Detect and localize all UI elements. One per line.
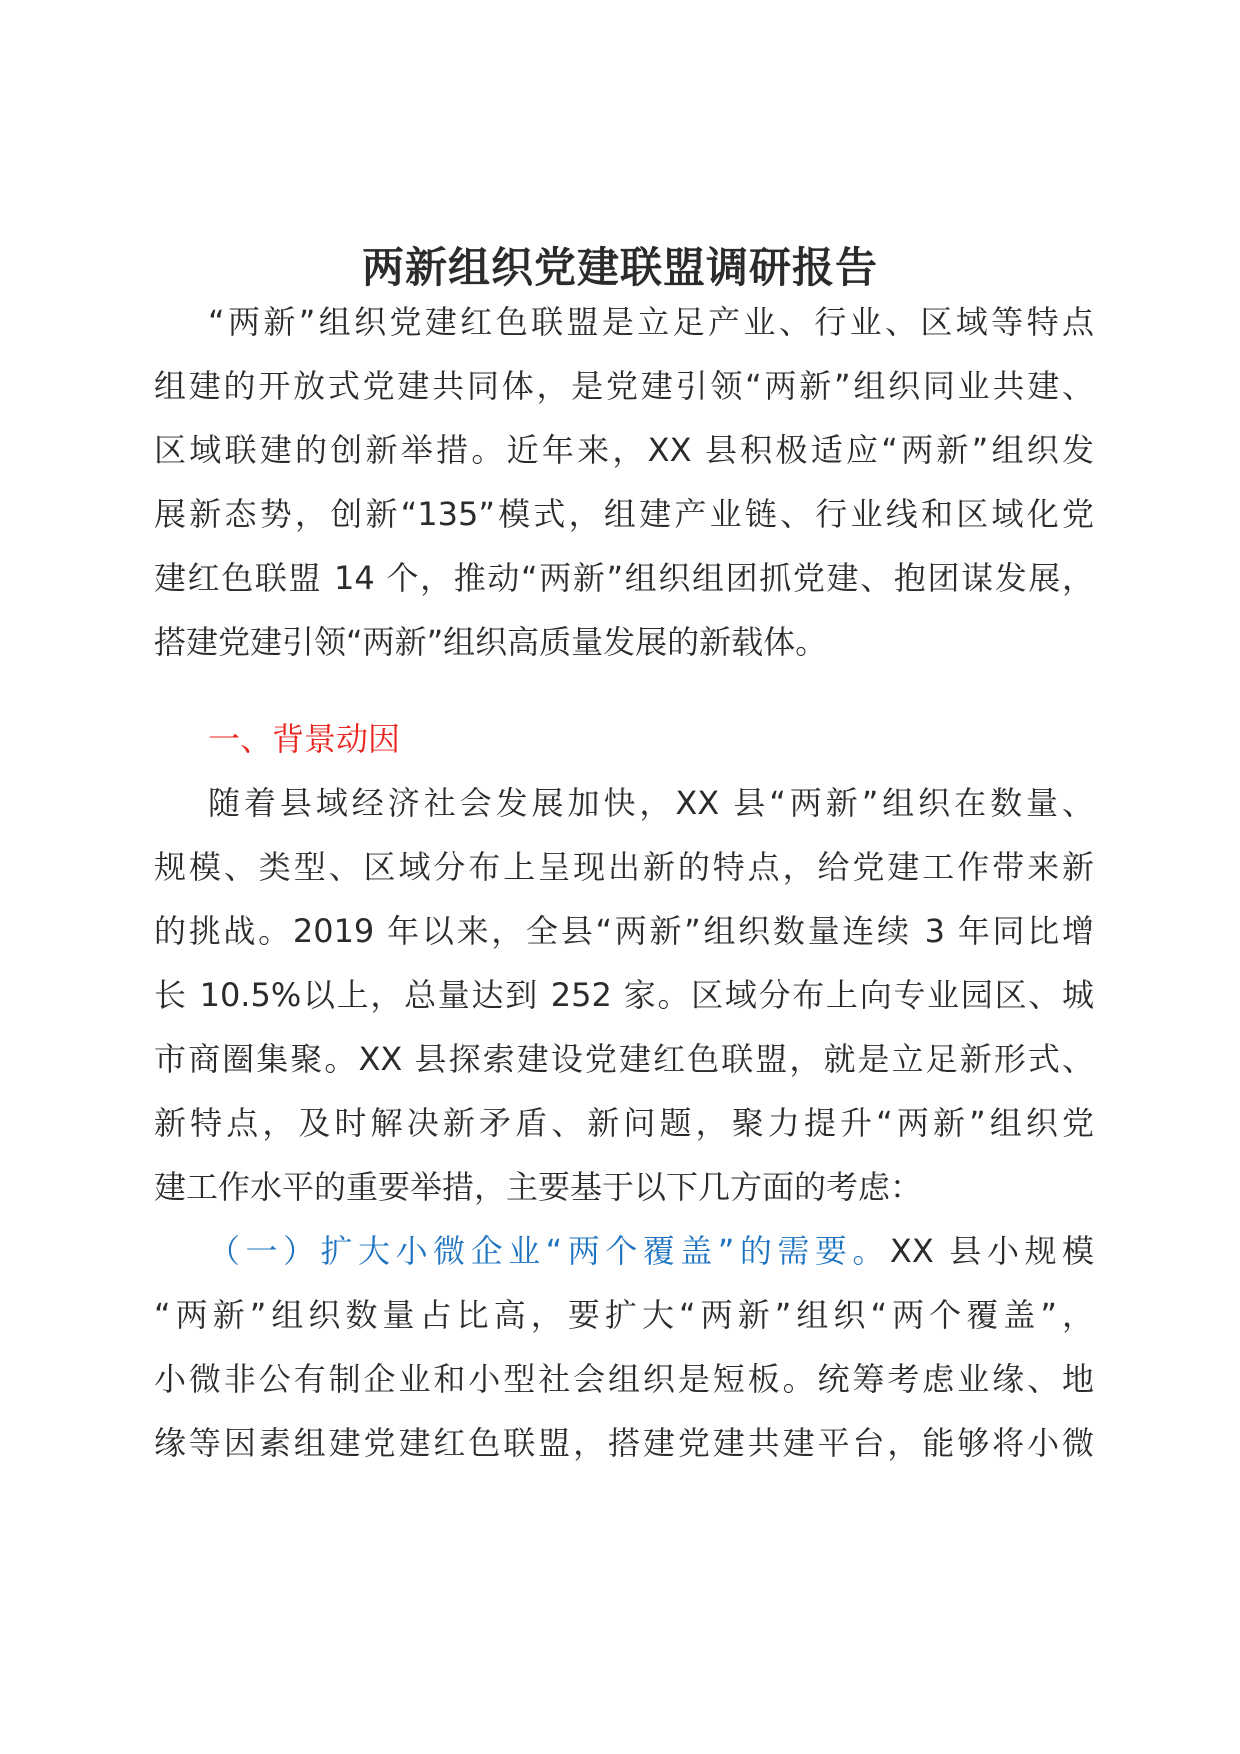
background-paragraph	[154, 771, 1094, 1219]
text-line: 长 10.5%以上，总量达到 252 家。区域分布上向专业园区、城	[154, 976, 1094, 1014]
text-line: 市商圈集聚。XX 县探索建设党建红色联盟，就是立足新形式、	[154, 1040, 1094, 1078]
text-line: 随着县域经济社会发展加快，XX 县“两新”组织在数量、	[208, 784, 1094, 822]
text-line: 建红色联盟 14 个，推动“两新”组织组团抓党建、抱团谋发展，	[154, 559, 1094, 597]
text-line: 区域联建的创新举措。近年来，XX 县积极适应“两新”组织发	[154, 431, 1094, 469]
text-line: 搭建党建引领“两新”组织高质量发展的新载体。	[154, 623, 828, 661]
text-line: “两新”组织党建红色联盟是立足产业、行业、区域等特点	[208, 303, 1094, 341]
subsection-paragraph	[154, 1219, 1094, 1475]
text-line: 小微非公有制企业和小型社会组织是短板。统筹考虑业缘、地	[154, 1360, 1094, 1398]
text-line: 展新态势，创新“135”模式，组建产业链、行业线和区域化党	[154, 495, 1094, 533]
subsection-heading: （一）扩大小微企业“两个覆盖”的需要。	[208, 1232, 890, 1270]
text-line: 组建的开放式党建共同体，是党建引领“两新”组织同业共建、	[154, 367, 1094, 405]
intro-paragraph	[154, 290, 1094, 674]
document-title: 两新组织党建联盟调研报告	[361, 243, 878, 292]
text-line: 的挑战。2019 年以来，全县“两新”组织数量连续 3 年同比增	[154, 912, 1094, 950]
text-line: 新特点，及时解决新矛盾、新问题，聚力提升“两新”组织党	[154, 1104, 1094, 1142]
text-line: “两新”组织数量占比高，要扩大“两新”组织“两个覆盖”，	[154, 1296, 1094, 1334]
text-line: 缘等因素组建党建红色联盟，搭建党建共建平台，能够将小微	[154, 1424, 1094, 1462]
text-line: 规模、类型、区域分布上呈现出新的特点，给党建工作带来新	[154, 848, 1094, 886]
text-line: 建工作水平的重要举措，主要基于以下几方面的考虑：	[154, 1168, 923, 1206]
section-heading-text: 一、背景动因	[208, 720, 401, 758]
text-line	[154, 1219, 1094, 1283]
subsection-lead-text: XX 县小规模	[889, 1232, 1094, 1270]
section-heading	[154, 707, 1094, 771]
